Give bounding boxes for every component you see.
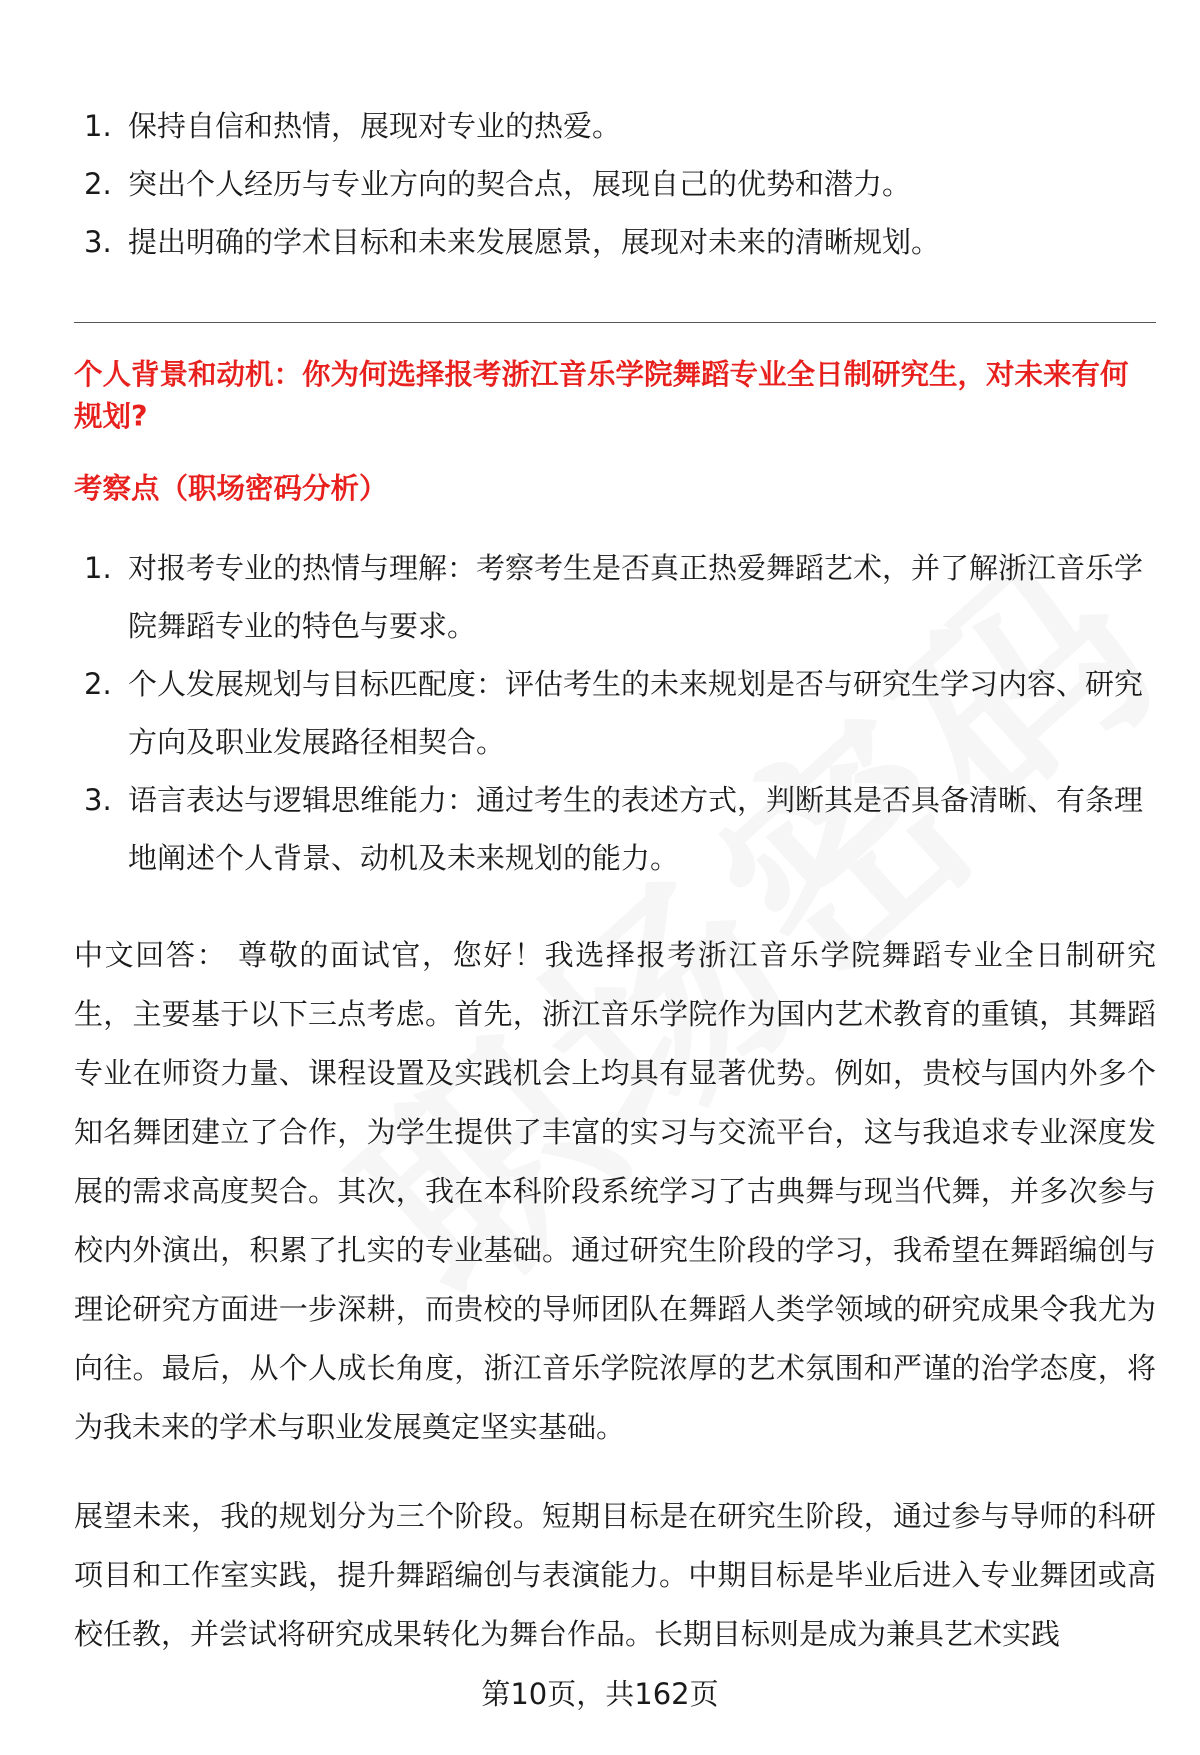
list-item [74, 539, 1156, 655]
section-divider [74, 322, 1156, 323]
list-item [74, 97, 1156, 155]
answer-paragraph: 中文回答： 尊敬的面试官，您好！我选择报考浙江音乐学院舞蹈专业全日制研究生，主要基于以下三点考虑。首先，浙江音乐学院作为国内艺术教育的重镇，其舞蹈专业在师资力量、课程设置及实践机会上均具有显著优势。例如，贵校与国内外多个知名舞团建立了合作，为学生提供了丰富的实习与交流平台，这与我追求专业深度发展的需求高度契合。其次，我在本科阶段系统学习了古典舞与现当代舞，并多次参与校内外演出，积累了扎实的专业基础。通过研究生阶段的学习，我希望在舞蹈编创与理论研究方面进一步深耕，而贵校的导师团队在舞蹈人类学领域的研究成果令我尤为向往。最后，从个人成长角度，浙江音乐学院浓厚的艺术氛围和严谨的治学态度，将为我未来的学术与职业发展奠定坚实基础。 [74, 938, 1156, 1444]
list-item-number: 1. [84, 109, 112, 143]
page-number-footer: 第10页，共162页 [481, 1677, 719, 1711]
list-item [74, 213, 1156, 271]
list-item [74, 155, 1156, 213]
list-item-number: 2. [84, 167, 112, 201]
list-item-number: 3. [84, 225, 112, 259]
list-item-text: 保持自信和热情，展现对专业的热爱。 [128, 109, 622, 143]
list-item-number: 2. [84, 667, 112, 701]
list-item-number: 1. [84, 551, 112, 585]
list-item [74, 655, 1156, 771]
tips-list [74, 97, 1156, 271]
assessment-points-label: 考察点（职场密码分析） [74, 472, 388, 505]
answer-paragraph-future: 展望未来，我的规划分为三个阶段。短期目标是在研究生阶段，通过参与导师的科研项目和工作室实践，提升舞蹈编创与表演能力。中期目标是毕业后进入专业舞团或高校任教，并尝试将研究成果转化为舞台作品。长期目标则是成为兼具艺术实践 [74, 1499, 1156, 1651]
list-item-number: 3. [84, 783, 112, 817]
list-item-text: 语言表达与逻辑思维能力：通过考生的表述方式，判断其是否具备清晰、有条理地阐述个人背景、动机及未来规划的能力。 [128, 783, 1144, 875]
list-item-text: 提出明确的学术目标和未来发展愿景，展现对未来的清晰规划。 [128, 225, 941, 259]
list-item-text: 突出个人经历与专业方向的契合点，展现自己的优势和潜力。 [128, 167, 912, 201]
list-item [74, 771, 1156, 887]
assessment-points-list [74, 539, 1156, 887]
list-item-text: 对报考专业的热情与理解：考察考生是否真正热爱舞蹈艺术，并了解浙江音乐学院舞蹈专业的特色与要求。 [128, 551, 1144, 643]
list-item-text: 个人发展规划与目标匹配度：评估考生的未来规划是否与研究生学习内容、研究方向及职业发展路径相契合。 [128, 667, 1144, 759]
question-heading: 个人背景和动机：你为何选择报考浙江音乐学院舞蹈专业全日制研究生，对未来有何规划? [74, 358, 1129, 433]
